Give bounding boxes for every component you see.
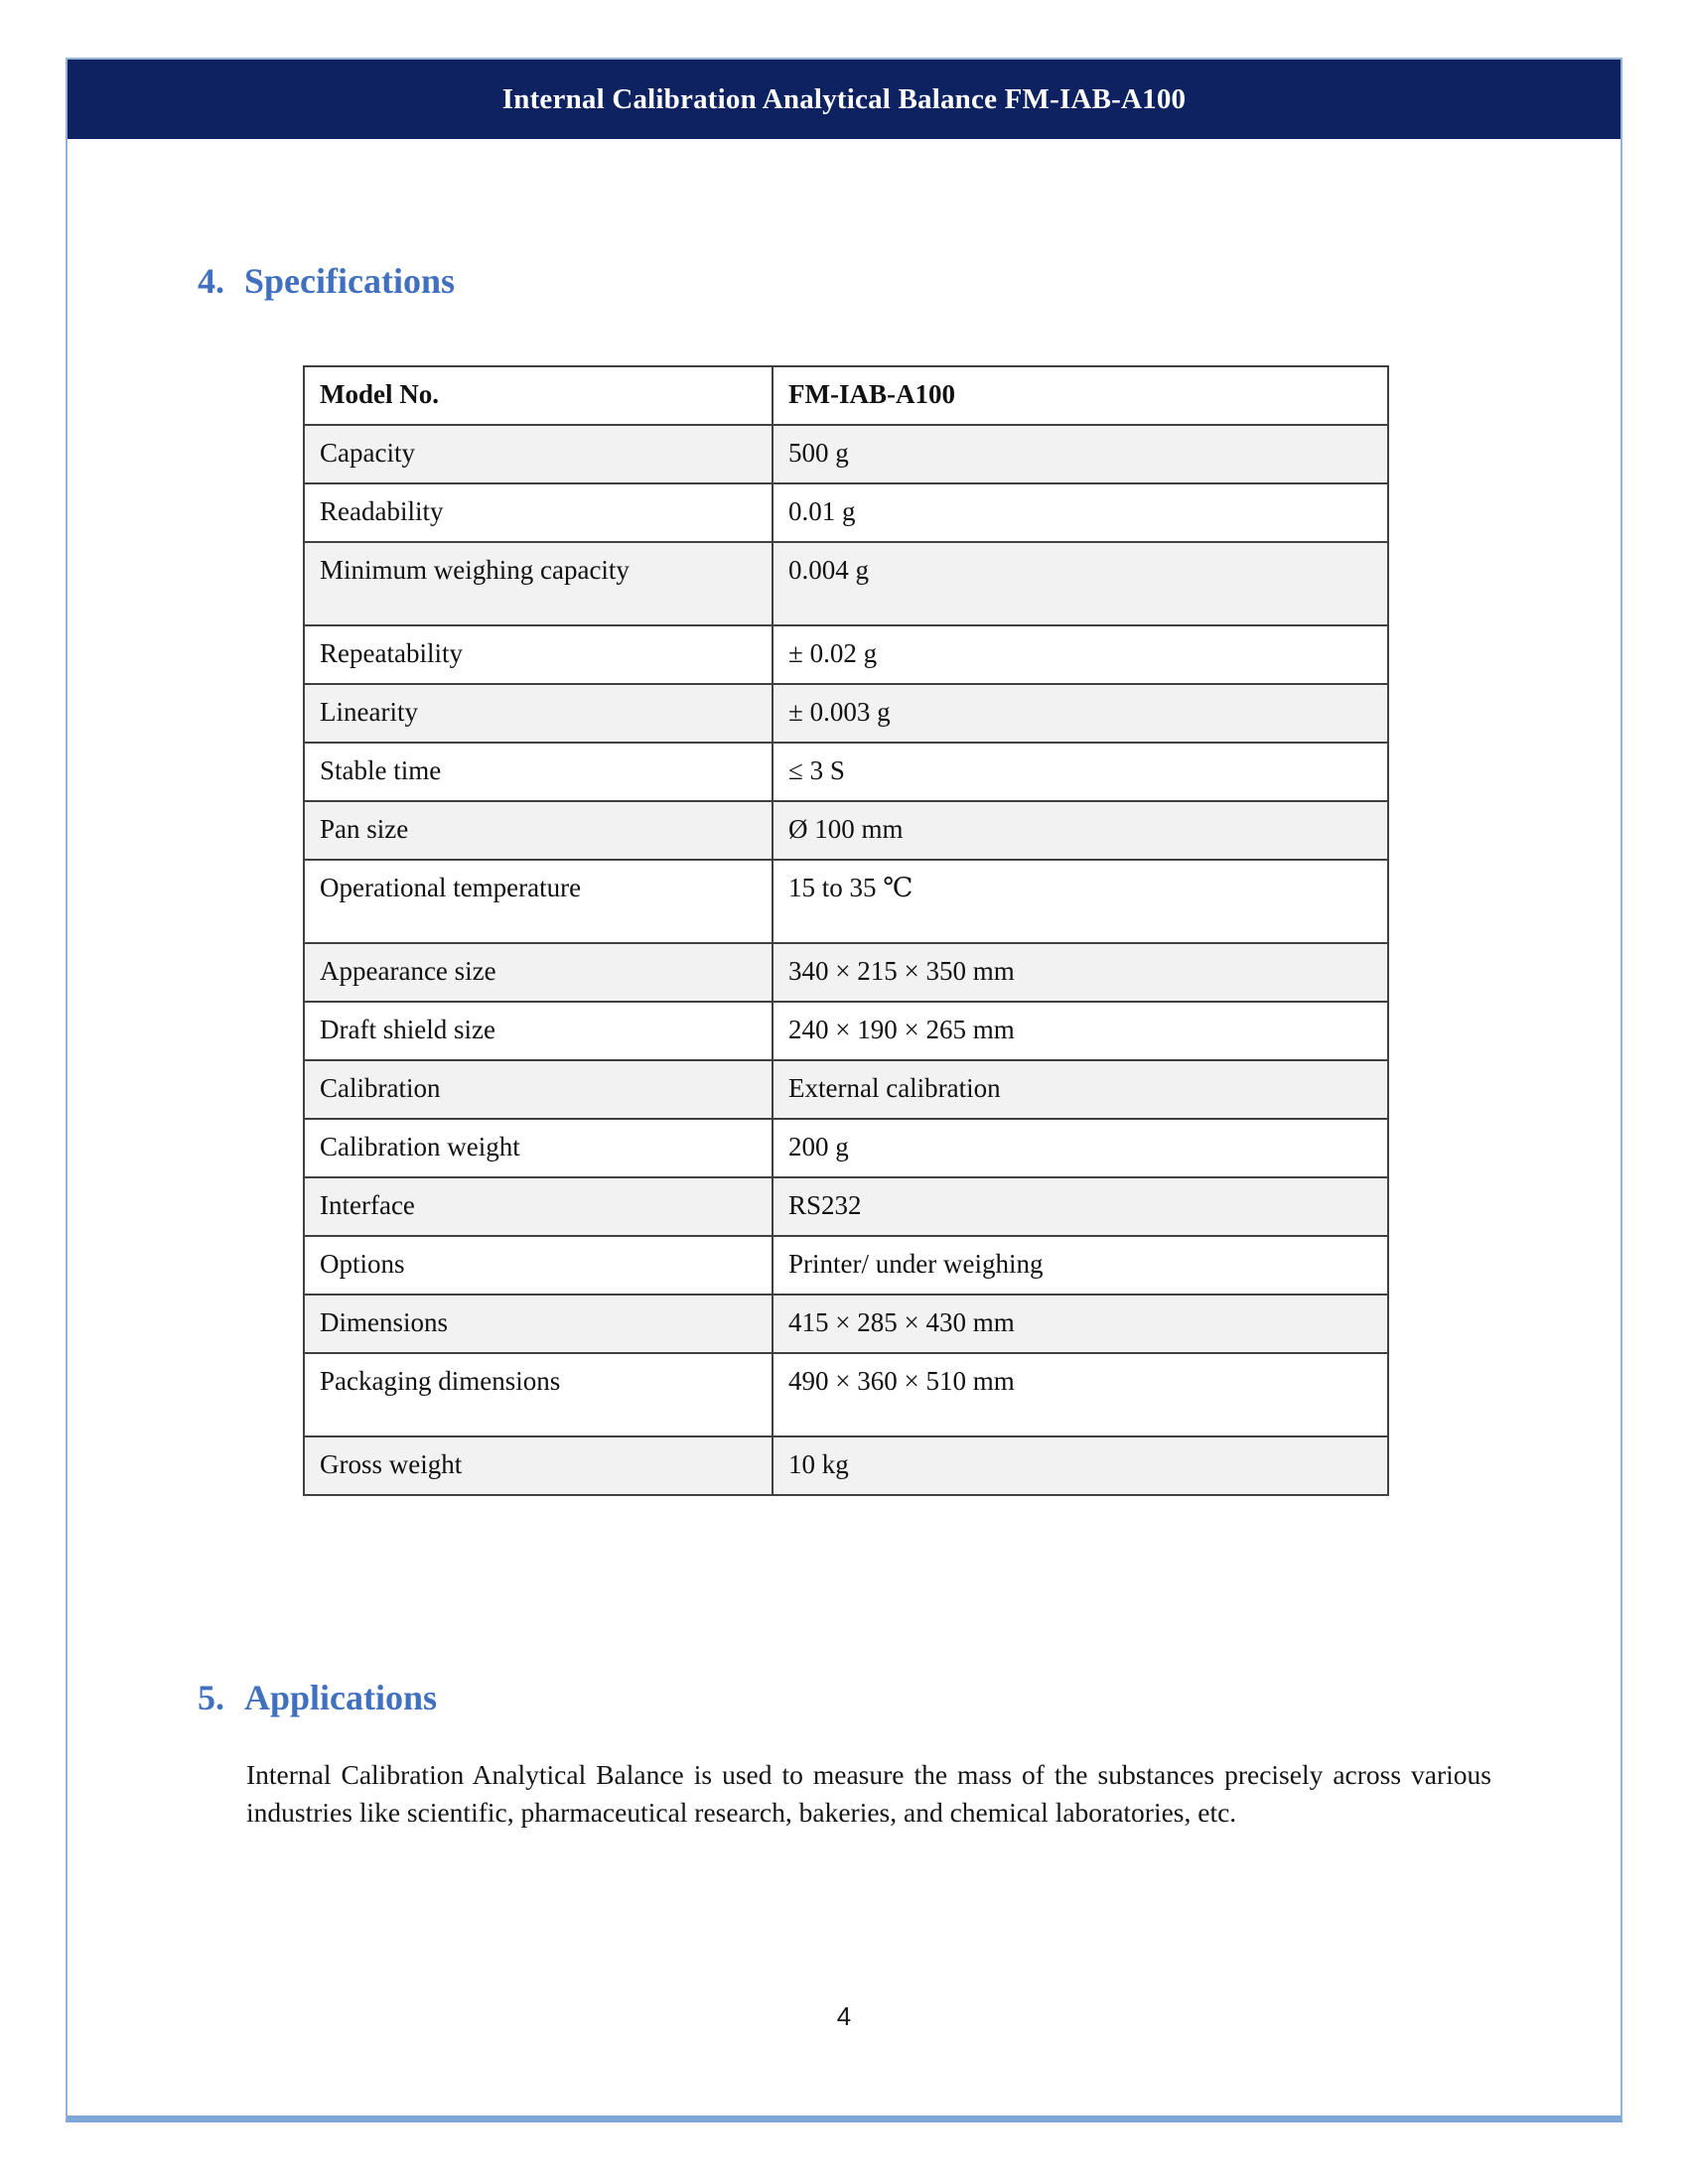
- spec-label-cell: Gross weight: [304, 1436, 773, 1495]
- spec-table-row: [304, 542, 1388, 625]
- applications-heading-title: Applications: [244, 1678, 438, 1717]
- spec-value-cell: ± 0.02 g: [773, 625, 1388, 684]
- specifications-heading-number: 4.: [198, 261, 224, 301]
- spec-label-cell: Linearity: [304, 684, 773, 743]
- spec-value-cell: 200 g: [773, 1119, 1388, 1177]
- spec-label-cell: Dimensions: [304, 1295, 773, 1353]
- specifications-heading-title: Specifications: [244, 261, 455, 301]
- spec-table-row: [304, 943, 1388, 1002]
- document-header: [68, 60, 1620, 139]
- spec-table-row: [304, 801, 1388, 860]
- spec-table-row: [304, 684, 1388, 743]
- spec-label-cell: Calibration weight: [304, 1119, 773, 1177]
- spec-label-cell: Appearance size: [304, 943, 773, 1002]
- spec-label-cell: Interface: [304, 1177, 773, 1236]
- spec-value-cell: ≤ 3 S: [773, 743, 1388, 801]
- spec-value-cell: FM-IAB-A100: [773, 366, 1388, 425]
- spec-table-body: [304, 366, 1388, 1495]
- spec-value-cell: ± 0.003 g: [773, 684, 1388, 743]
- spec-value-cell: 500 g: [773, 425, 1388, 483]
- spec-table-row: [304, 743, 1388, 801]
- spec-label-cell: Operational temperature: [304, 860, 773, 943]
- applications-heading: [198, 1677, 1620, 1718]
- document-title: Internal Calibration Analytical Balance FM-IAB-A100: [501, 82, 1187, 115]
- spec-table-row: [304, 1353, 1388, 1436]
- spec-table-row: [304, 860, 1388, 943]
- document-page: [66, 58, 1622, 2122]
- spec-label-cell: Capacity: [304, 425, 773, 483]
- spec-value-cell: 490 × 360 × 510 mm: [773, 1353, 1388, 1436]
- spec-label-cell: Options: [304, 1236, 773, 1295]
- spec-table-row: [304, 1436, 1388, 1495]
- spec-value-cell: 240 × 190 × 265 mm: [773, 1002, 1388, 1060]
- spec-value-cell: RS232: [773, 1177, 1388, 1236]
- spec-label-cell: Draft shield size: [304, 1002, 773, 1060]
- spec-label-cell: Calibration: [304, 1060, 773, 1119]
- spec-table-row: [304, 1119, 1388, 1177]
- spec-value-cell: 0.004 g: [773, 542, 1388, 625]
- spec-table-row: [304, 366, 1388, 425]
- spec-value-cell: 10 kg: [773, 1436, 1388, 1495]
- spec-label-cell: Stable time: [304, 743, 773, 801]
- spec-table-row: [304, 625, 1388, 684]
- applications-paragraph: Internal Calibration Analytical Balance is used to measure the mass of the substances precisely across various industries like scientific, pharmaceutical research, bakeries, and chemical laboratories, etc.: [246, 1759, 1491, 1828]
- spec-table-row: [304, 1177, 1388, 1236]
- spec-value-cell: 415 × 285 × 430 mm: [773, 1295, 1388, 1353]
- spec-label-cell: Model No.: [304, 366, 773, 425]
- spec-label-cell: Pan size: [304, 801, 773, 860]
- spec-value-cell: External calibration: [773, 1060, 1388, 1119]
- applications-heading-number: 5.: [198, 1678, 224, 1717]
- spec-table-row: [304, 1295, 1388, 1353]
- spec-value-cell: 0.01 g: [773, 483, 1388, 542]
- spec-value-cell: Ø 100 mm: [773, 801, 1388, 860]
- spec-table-row: [304, 425, 1388, 483]
- spec-table-row: [304, 1002, 1388, 1060]
- specifications-table: [303, 365, 1389, 1496]
- spec-label-cell: Packaging dimensions: [304, 1353, 773, 1436]
- spec-label-cell: Readability: [304, 483, 773, 542]
- specifications-heading: [198, 260, 1620, 302]
- spec-label-cell: Repeatability: [304, 625, 773, 684]
- spec-table-row: [304, 483, 1388, 542]
- spec-table-row: [304, 1060, 1388, 1119]
- spec-value-cell: 15 to 35 ℃: [773, 860, 1388, 943]
- spec-label-cell: Minimum weighing capacity: [304, 542, 773, 625]
- page-number: 4: [836, 2001, 852, 2031]
- spec-value-cell: 340 × 215 × 350 mm: [773, 943, 1388, 1002]
- spec-table-row: [304, 1236, 1388, 1295]
- spec-value-cell: Printer/ under weighing: [773, 1236, 1388, 1295]
